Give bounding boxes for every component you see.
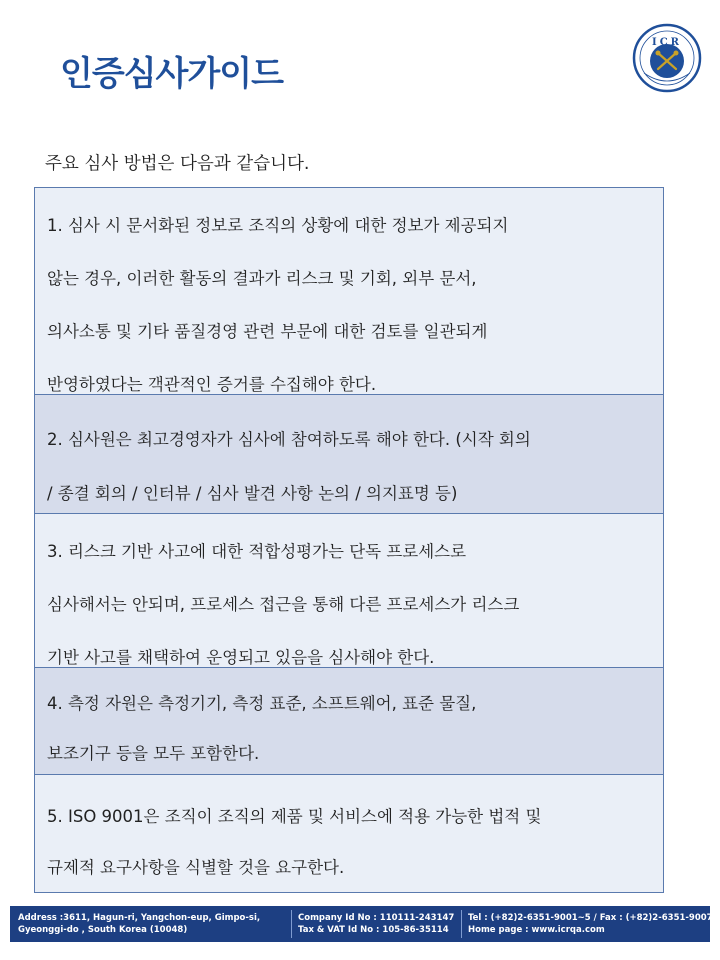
item-line: 심사해서는 안되며, 프로세스 접근을 통해 다른 프로세스가 리스크: [47, 595, 520, 614]
guide-item-2: [34, 394, 664, 514]
guide-item-4: [34, 667, 664, 775]
footer-homepage: Home page : www.icrqa.com: [468, 925, 605, 935]
item-line: 반영하였다는 객관적인 증거를 수집해야 한다.: [47, 375, 377, 394]
footer-address-line1: Address :3611, Hagun-ri, Yangchon-eup, Gimpo-si,: [18, 913, 261, 923]
item-line: 규제적 요구사항을 식별할 것을 요구한다.: [47, 858, 345, 877]
item-line: 않는 경우, 이러한 활동의 결과가 리스크 및 기회, 외부 문서,: [47, 269, 477, 288]
item-line: 의사소통 및 기타 품질경영 관련 부문에 대한 검토를 일관되게: [47, 322, 488, 341]
logo-text: ICR: [652, 37, 682, 48]
footer-divider: [291, 910, 292, 938]
icr-logo: [632, 23, 702, 93]
guide-item-5: [34, 774, 664, 893]
footer-tel-fax: Tel : (+82)2-6351-9001~5 / Fax : (+82)2-6351-9007: [468, 913, 713, 923]
footer-address: [18, 912, 260, 936]
item-line: 3. 리스크 기반 사고에 대한 적합성평가는 단독 프로세스로: [47, 542, 467, 561]
guide-item-3: [34, 513, 664, 668]
page-title: 인증심사가이드: [60, 54, 283, 94]
item-line: 기반 사고를 채택하여 운영되고 있음을 심사해야 한다.: [47, 648, 435, 667]
footer-ids: [298, 912, 454, 936]
footer-address-line2: Gyeonggi-do , South Korea (10048): [18, 925, 188, 935]
footer-company-id: Company Id No : 110111-243147: [298, 913, 455, 923]
intro-text: 주요 심사 방법은 다음과 같습니다.: [45, 154, 310, 174]
item-line: / 종결 회의 / 인터뷰 / 심사 발견 사항 논의 / 의지표명 등): [47, 484, 458, 503]
footer-divider: [461, 910, 462, 938]
footer-contact: [468, 912, 713, 936]
item-line: 5. ISO 9001은 조직이 조직의 제품 및 서비스에 적용 가능한 법적 및: [47, 807, 542, 826]
item-line: 1. 심사 시 문서화된 정보로 조직의 상황에 대한 정보가 제공되지: [47, 216, 509, 235]
guide-item-1: [34, 187, 664, 395]
item-line: 2. 심사원은 최고경영자가 심사에 참여하도록 해야 한다. (시작 회의: [47, 430, 531, 449]
footer-tax-id: Tax & VAT Id No : 105-86-35114: [298, 925, 449, 935]
item-line: 4. 측정 자원은 측정기기, 측정 표준, 소프트웨어, 표준 물질,: [47, 694, 477, 713]
item-line: 보조기구 등을 모두 포함한다.: [47, 744, 260, 763]
footer-bar: [10, 906, 713, 942]
